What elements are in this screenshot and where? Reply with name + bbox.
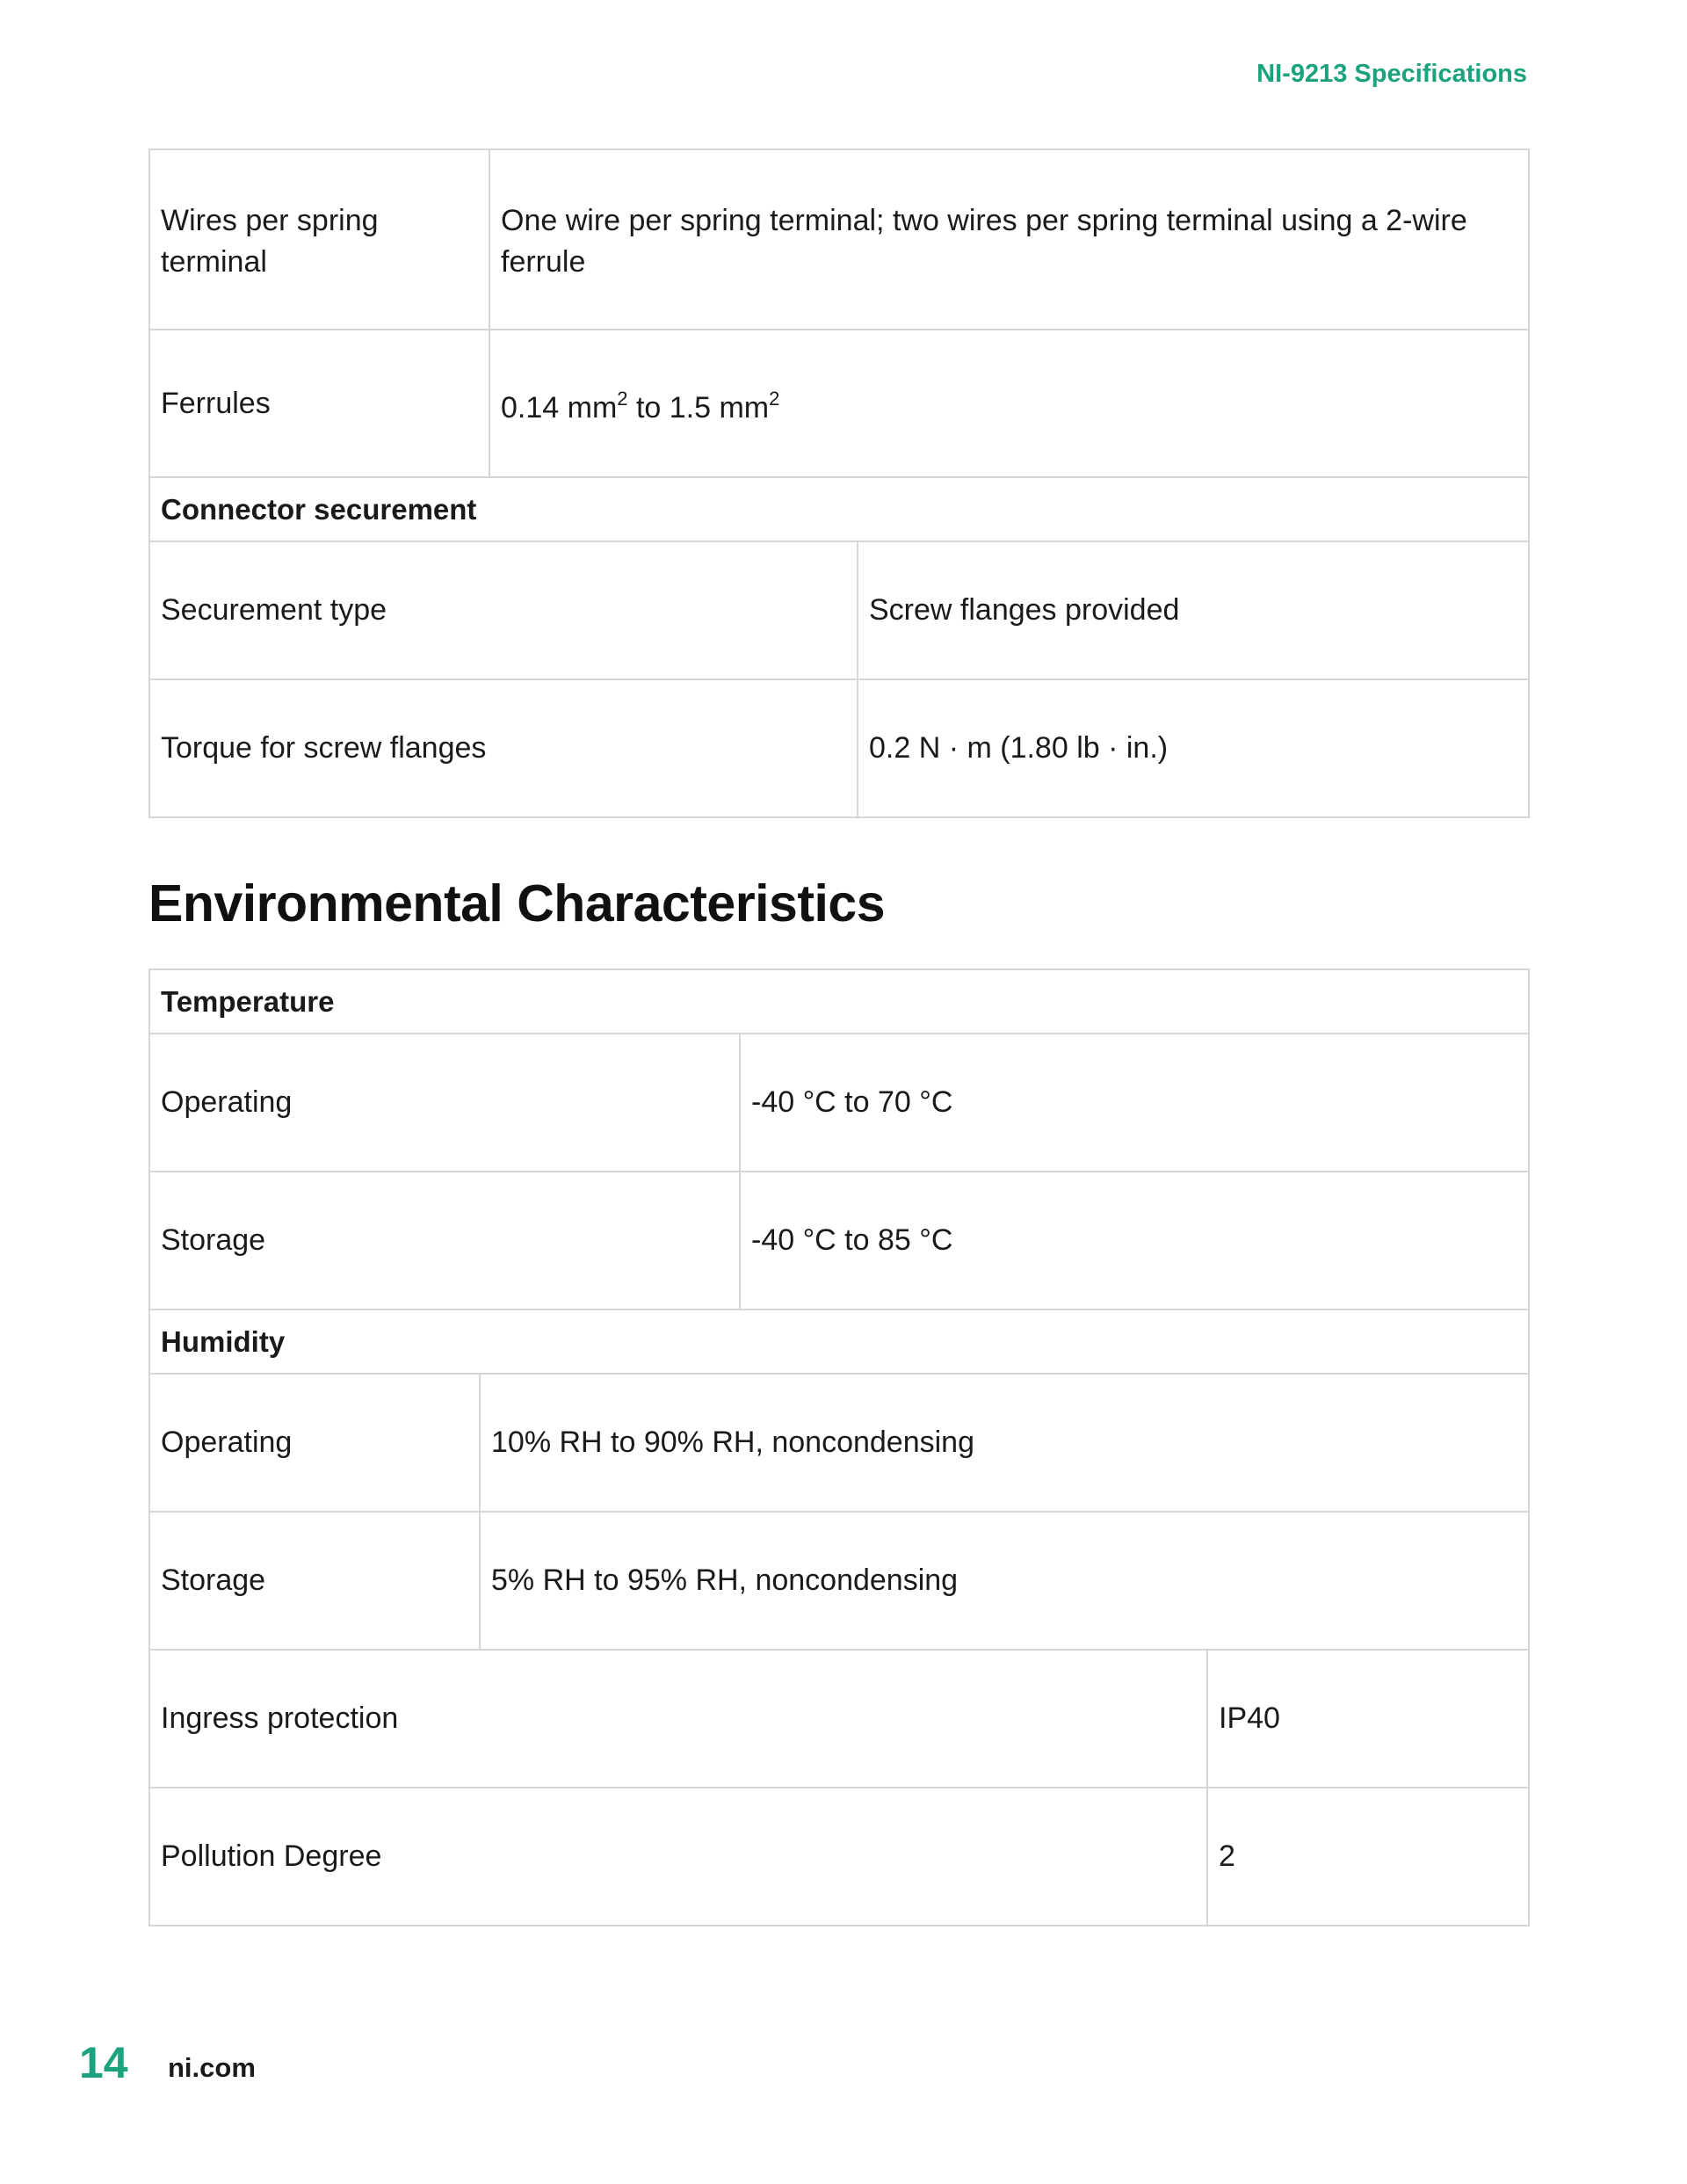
ingress-protection-value: IP40 (1207, 1650, 1529, 1788)
torque-label: Torque for screw flanges (149, 679, 858, 817)
table-row (149, 149, 1529, 330)
connector-spec-table (148, 149, 1530, 818)
temp-storage-label: Storage (149, 1172, 740, 1310)
ferrules-value (489, 330, 1529, 477)
temp-operating-label: Operating (149, 1034, 740, 1172)
ferrules-max: 1.5 mm (669, 391, 770, 424)
temp-storage-value: -40 °C to 85 °C (740, 1172, 1529, 1310)
wires-per-terminal-label: Wires per spring terminal (149, 149, 489, 330)
torque-value: 0.2 N · m (1.80 lb · in.) (858, 679, 1529, 817)
ingress-protection-label: Ingress protection (149, 1650, 1207, 1788)
table-row (149, 1512, 1529, 1650)
pollution-degree-label: Pollution Degree (149, 1788, 1207, 1926)
hum-operating-label: Operating (149, 1374, 480, 1512)
hum-storage-label: Storage (149, 1512, 480, 1650)
running-header-title: NI-9213 Specifications (1256, 60, 1527, 88)
temperature-group-header: Temperature (149, 969, 1529, 1034)
connector-securement-group-header: Connector securement (149, 477, 1529, 541)
hum-operating-value: 10% RH to 90% RH, noncondensing (480, 1374, 1529, 1512)
environmental-spec-table (148, 969, 1530, 1926)
ferrules-separator: to (627, 391, 670, 424)
table-row (149, 1374, 1529, 1512)
securement-type-label: Securement type (149, 541, 858, 679)
ferrules-max-exponent: 2 (769, 388, 780, 410)
ferrules-min-exponent: 2 (617, 388, 628, 410)
table-row (149, 679, 1529, 817)
table-row (149, 1172, 1529, 1310)
section-heading: Environmental Characteristics (148, 874, 886, 932)
page-number: 14 (79, 2038, 128, 2087)
table-row (149, 541, 1529, 679)
table-row (149, 1788, 1529, 1926)
hum-storage-value: 5% RH to 95% RH, noncondensing (480, 1512, 1529, 1650)
humidity-group-header: Humidity (149, 1310, 1529, 1374)
ferrules-label: Ferrules (149, 330, 489, 477)
table-row (149, 477, 1529, 541)
footer-site-link[interactable]: ni.com (168, 2052, 256, 2083)
table-row (149, 969, 1529, 1034)
table-row (149, 1310, 1529, 1374)
ferrules-min: 0.14 mm (501, 391, 618, 424)
table-row (149, 1034, 1529, 1172)
securement-type-value: Screw flanges provided (858, 541, 1529, 679)
pollution-degree-value: 2 (1207, 1788, 1529, 1926)
table-row (149, 330, 1529, 477)
temp-operating-value: -40 °C to 70 °C (740, 1034, 1529, 1172)
table-row (149, 1650, 1529, 1788)
wires-per-terminal-value: One wire per spring terminal; two wires per spring terminal using a 2-wire ferrule (489, 149, 1529, 330)
